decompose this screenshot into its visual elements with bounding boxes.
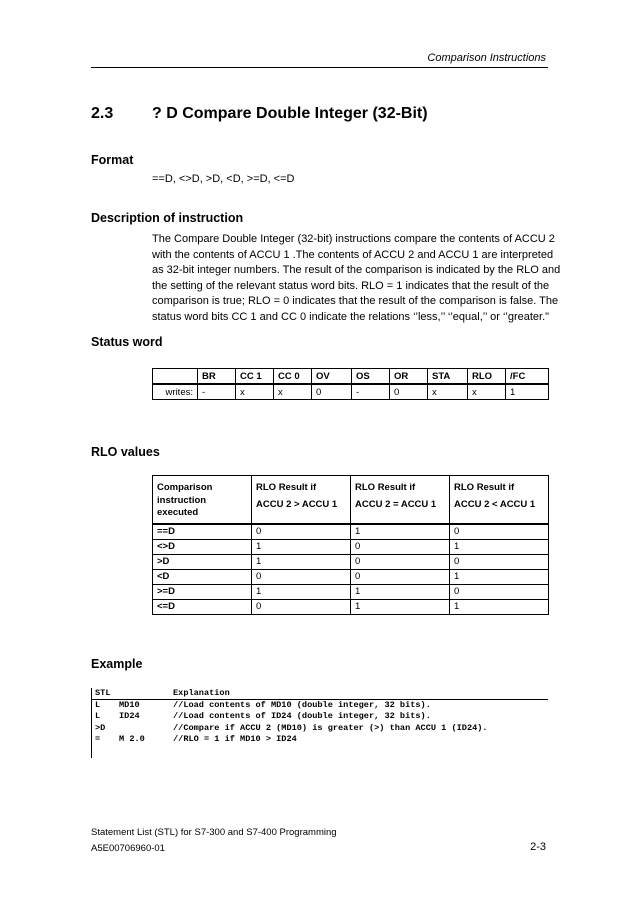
rlo-cell: 1 — [252, 539, 351, 554]
status-word-table — [152, 368, 549, 400]
status-word-cell: - — [352, 384, 390, 400]
code-line — [91, 711, 548, 723]
code-operand: ID24 — [119, 711, 140, 722]
description-line: as 32-bit integer numbers. The result of the comparison is indicated by the RLO and — [152, 264, 561, 277]
status-word-cell: 1 — [506, 384, 549, 400]
rlo-row — [153, 599, 549, 614]
code-op: >D — [95, 722, 106, 733]
code-line — [91, 700, 548, 712]
code-op: = — [95, 734, 101, 745]
rlo-cell: 0 — [351, 569, 450, 584]
status-word-col-header: OV — [312, 369, 352, 385]
status-word-col-header: OS — [352, 369, 390, 385]
example-heading: Example — [91, 657, 143, 671]
rlo-header-line: instruction — [157, 494, 207, 506]
rlo-instruction-cell: <D — [153, 569, 252, 584]
rlo-header-row — [153, 476, 549, 524]
rlo-row — [153, 524, 549, 540]
rlo-cell: 0 — [351, 554, 450, 569]
rlo-row — [153, 554, 549, 569]
status-word-heading: Status word — [91, 335, 163, 349]
status-word-cell: 0 — [312, 384, 352, 400]
status-word-cell: x — [428, 384, 468, 400]
code-comment: //Load contents of ID24 (double integer, 32 bits). — [173, 711, 431, 722]
rlo-instruction-cell: <=D — [153, 599, 252, 614]
description-heading: Description of instruction — [91, 211, 244, 225]
status-word-col-header: STA — [428, 369, 468, 385]
rlo-values-heading: RLO values — [91, 445, 160, 459]
code-comment: //RLO = 1 if MD10 > ID24 — [173, 734, 297, 745]
rlo-col-header — [153, 476, 252, 524]
code-comment: //Load contents of MD10 (double integer, 32 bits). — [173, 699, 431, 710]
status-word-col-header: BR — [198, 369, 236, 385]
format-heading: Format — [91, 153, 134, 167]
section-title: ? D Compare Double Integer (32-Bit) — [152, 105, 428, 122]
status-word-header-row — [153, 369, 549, 385]
footer-document-title: Statement List (STL) for S7-300 and S7-400 Programming — [91, 827, 337, 838]
code-line — [91, 723, 548, 735]
rlo-cell: 1 — [450, 539, 549, 554]
rlo-cell: 1 — [351, 524, 450, 540]
header-rule — [91, 67, 548, 68]
status-word-cell: x — [274, 384, 312, 400]
code-operand: MD10 — [119, 699, 140, 710]
status-word-col-header: OR — [390, 369, 428, 385]
rlo-cell: 1 — [351, 599, 450, 614]
rlo-cell: 0 — [252, 524, 351, 540]
rlo-header-line: RLO Result if — [355, 482, 416, 493]
rlo-instruction-cell: >=D — [153, 584, 252, 599]
status-word-col-header: /FC — [506, 369, 549, 385]
code-comment: //Compare if ACCU 2 (MD10) is greater (>) than ACCU 1 (ID24). — [173, 722, 488, 733]
rlo-header-line: Comparison — [157, 482, 213, 493]
rlo-instruction-cell: <>D — [153, 539, 252, 554]
rlo-cell: 1 — [351, 584, 450, 599]
rlo-cell: 0 — [450, 584, 549, 599]
example-code-block — [91, 688, 548, 746]
code-line — [91, 734, 548, 746]
rlo-header-line: ACCU 2 < ACCU 1 — [454, 498, 536, 510]
rlo-col-header — [450, 476, 549, 524]
rlo-row — [153, 584, 549, 599]
code-op: L — [95, 699, 101, 710]
status-word-cell: 0 — [390, 384, 428, 400]
status-word-cell: x — [236, 384, 274, 400]
status-word-row — [153, 384, 549, 400]
code-operand: M 2.0 — [119, 734, 145, 745]
section-number: 2.3 — [91, 105, 114, 122]
page-number: 2-3 — [530, 841, 546, 853]
description-paragraph — [152, 232, 561, 326]
rlo-cell: 0 — [351, 539, 450, 554]
rlo-row — [153, 539, 549, 554]
rlo-col-header — [252, 476, 351, 524]
code-header-row — [91, 688, 548, 700]
status-word-cell: writes: — [153, 384, 198, 400]
code-header-explanation: Explanation — [173, 688, 230, 698]
rlo-cell: 0 — [252, 569, 351, 584]
status-word-col-header: RLO — [468, 369, 506, 385]
rlo-header-line: executed — [157, 507, 199, 518]
rlo-cell: 1 — [450, 599, 549, 614]
description-line: with the contents of ACCU 1 .The contents of ACCU 2 and ACCU 1 are interpreted — [152, 248, 554, 261]
rlo-header-line: RLO Result if — [256, 482, 317, 493]
status-word-cell: - — [198, 384, 236, 400]
rlo-cell: 0 — [450, 554, 549, 569]
description-line: comparison is true; RLO = 0 indicates that the result of the comparison is false. The — [152, 295, 559, 308]
code-op: L — [95, 711, 101, 722]
rlo-cell: 1 — [450, 569, 549, 584]
rlo-instruction-cell: >D — [153, 554, 252, 569]
description-line: The Compare Double Integer (32-bit) instructions compare the contents of ACCU 2 — [152, 233, 555, 245]
running-header: Comparison Instructions — [427, 52, 546, 64]
rlo-header-line: RLO Result if — [454, 482, 515, 493]
status-word-col-header: CC 0 — [274, 369, 312, 385]
description-line: the setting of the relevant status word bits. RLO = 1 indicates that the result of the — [152, 279, 550, 292]
status-word-col-header: CC 1 — [236, 369, 274, 385]
rlo-instruction-cell: ==D — [153, 524, 252, 540]
description-line: status word bits CC 1 and CC 0 indicate the relations ‘’less,’’ ‘’equal,’’ or ‘’greater." — [152, 310, 550, 323]
rlo-cell: 1 — [252, 554, 351, 569]
rlo-col-header — [351, 476, 450, 524]
code-header-stl: STL — [95, 688, 111, 698]
rlo-row — [153, 569, 549, 584]
status-word-col-header — [153, 369, 198, 385]
rlo-cell: 0 — [252, 599, 351, 614]
rlo-header-line: ACCU 2 = ACCU 1 — [355, 498, 437, 510]
rlo-cell: 1 — [252, 584, 351, 599]
footer-document-number: A5E00706960-01 — [91, 843, 165, 854]
status-word-cell: x — [468, 384, 506, 400]
format-text: ==D, <>D, >D, <D, >=D, <=D — [152, 173, 295, 185]
rlo-values-table — [152, 475, 549, 615]
rlo-header-line: ACCU 2 > ACCU 1 — [256, 498, 338, 510]
rlo-cell: 0 — [450, 524, 549, 540]
